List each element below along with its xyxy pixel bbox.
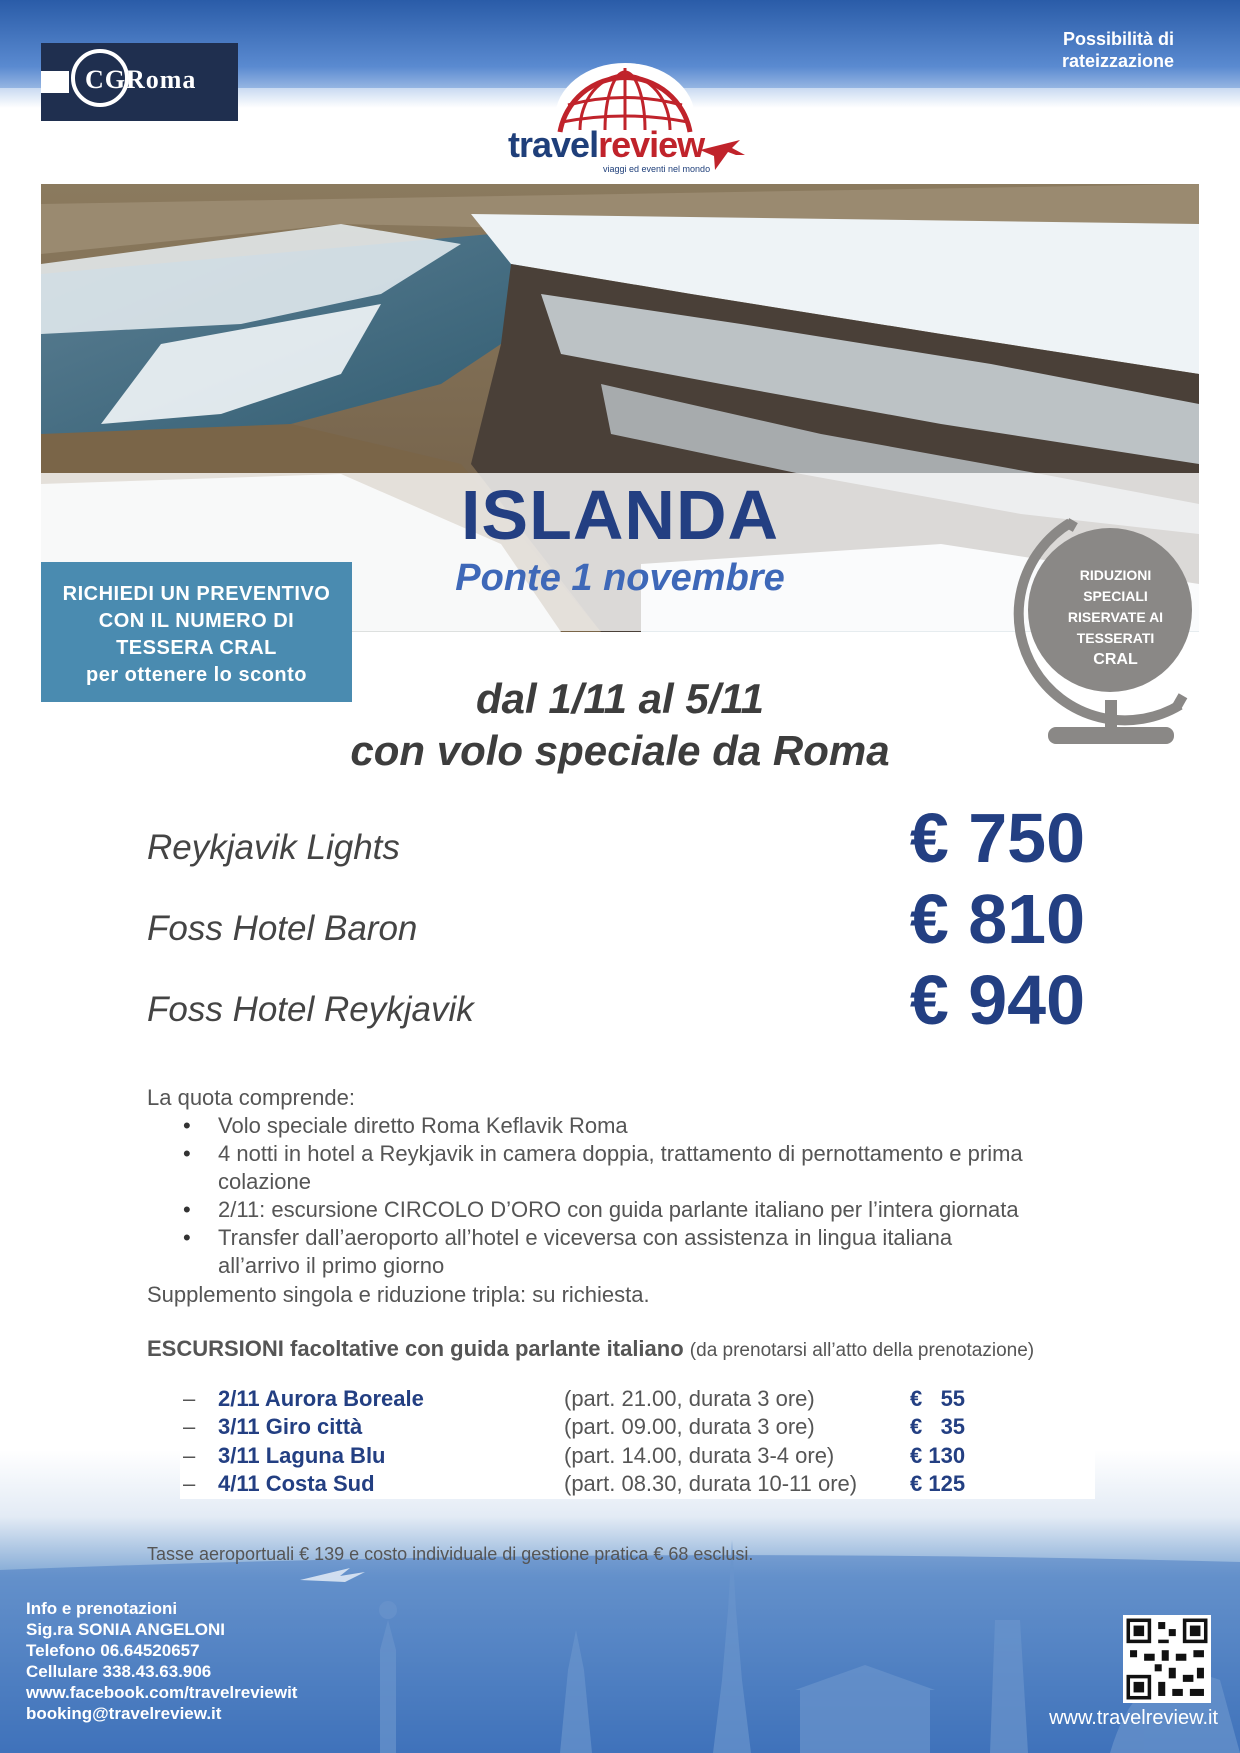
cral-line: CON IL NUMERO DI <box>98 610 295 632</box>
hotel-price: € 810 <box>909 880 1085 958</box>
excursion-details: (part. 21.00, durata 3 ore) <box>564 1386 815 1411</box>
excursion-name: 3/11 Giro città <box>218 1414 363 1439</box>
excursion-row <box>180 1386 1100 1415</box>
brand-prefix: travel <box>508 124 599 165</box>
inclusions-list <box>183 1112 1093 1280</box>
hotel-price: € 750 <box>909 799 1085 877</box>
excursion-row <box>180 1414 1100 1443</box>
excursion-name: 2/11 Aurora Boreale <box>218 1386 424 1411</box>
website-link[interactable]: www.travelreview.it <box>1049 1707 1218 1729</box>
contact-info <box>26 1598 297 1724</box>
cgroma-logo-text: CGRoma <box>85 65 197 94</box>
excursion-details: (part. 14.00, durata 3-4 ore) <box>564 1443 835 1468</box>
hotel-name: Foss Hotel Reykjavik <box>147 990 474 1029</box>
globe-line: CRAL <box>1093 651 1138 668</box>
excursions-heading-note: (da prenotarsi all’atto della prenotazione) <box>689 1340 1035 1361</box>
excursion-row <box>180 1443 1100 1472</box>
cral-line: TESSERA CRAL <box>116 637 277 659</box>
qr-code-icon[interactable] <box>1123 1615 1211 1703</box>
cgroma-logo <box>41 43 238 121</box>
cral-line: RICHIEDI UN PREVENTIVO <box>62 583 331 605</box>
globe-line: TESSERATI <box>1076 630 1155 646</box>
row-dash: – <box>183 1443 196 1468</box>
destination-subtitle: Ponte 1 novembre <box>455 557 785 599</box>
supplement-note: Supplemento singola e riduzione tripla: su richiesta. <box>147 1282 650 1307</box>
contact-person: Sig.ra SONIA ANGELONI <box>26 1620 225 1639</box>
cral-line: per ottenere lo sconto <box>85 664 308 686</box>
excursion-details: (part. 09.00, durata 3 ore) <box>564 1414 815 1439</box>
inclusions-title: La quota comprende: <box>147 1085 355 1110</box>
trip-dates <box>0 673 1240 777</box>
excursion-name: 4/11 Costa Sud <box>218 1471 375 1496</box>
destination-title: ISLANDA <box>460 476 780 554</box>
flight-line: con volo speciale da Roma <box>350 727 890 774</box>
excursion-price: € 55 <box>910 1386 966 1411</box>
row-dash: – <box>183 1386 196 1411</box>
hotel-name: Reykjavik Lights <box>147 828 400 867</box>
globe-line: RISERVATE AI <box>1067 609 1164 625</box>
excursion-price: € 130 <box>910 1443 966 1468</box>
inclusion-item: • Transfer dall’aeroporto all’hotel e viceversa con assistenza in lingua italiana all’arrivo il primo giorno <box>183 1224 1008 1280</box>
excursion-row <box>180 1471 1100 1500</box>
brand-tagline: viaggi ed eventi nel mondo <box>603 164 711 174</box>
contact-mobile[interactable]: Cellulare 338.43.63.906 <box>26 1662 212 1681</box>
installments-note: Possibilità di rateizzazione <box>1061 29 1174 71</box>
contact-heading: Info e prenotazioni <box>26 1599 178 1618</box>
inclusion-item: • Volo speciale diretto Roma Keflavik Roma <box>183 1112 1093 1140</box>
contact-facebook-link[interactable]: www.facebook.com/travelreviewit <box>26 1683 298 1702</box>
globe-line: SPECIALI <box>1083 588 1148 604</box>
excursion-details: (part. 08.30, durata 10-11 ore) <box>564 1471 858 1496</box>
inclusion-item: • 4 notti in hotel a Reykjavik in camera doppia, trattamento di pernottamento e prima colazione <box>183 1140 1093 1196</box>
hotel-price: € 940 <box>909 961 1085 1039</box>
taxes-note: Tasse aeroportuali € 139 e costo individuale di gestione pratica € 68 esclusi. <box>147 1544 754 1564</box>
travelreview-brand <box>508 124 704 166</box>
excursion-price: € 125 <box>910 1471 966 1496</box>
contact-phone[interactable]: Telefono 06.64520657 <box>26 1641 200 1660</box>
globe-line: RIDUZIONI <box>1079 567 1152 583</box>
dates-line: dal 1/11 al 5/11 <box>476 675 764 722</box>
excursion-price: € 35 <box>910 1414 966 1439</box>
contact-email-link[interactable]: booking@travelreview.it <box>26 1704 222 1723</box>
excursion-name: 3/11 Laguna Blu <box>218 1443 386 1468</box>
excursions-heading <box>147 1336 1034 1362</box>
excursions-heading-main: ESCURSIONI facoltative con guida parlante italiano <box>147 1336 684 1361</box>
inclusion-item: • 2/11: escursione CIRCOLO D’ORO con guida parlante italiano per l’intera giornata <box>183 1196 1093 1224</box>
row-dash: – <box>183 1471 196 1496</box>
row-dash: – <box>183 1414 196 1439</box>
brand-suffix: review <box>598 124 705 165</box>
globe-badge-text <box>1043 565 1188 670</box>
hotel-name: Foss Hotel Baron <box>147 909 418 948</box>
